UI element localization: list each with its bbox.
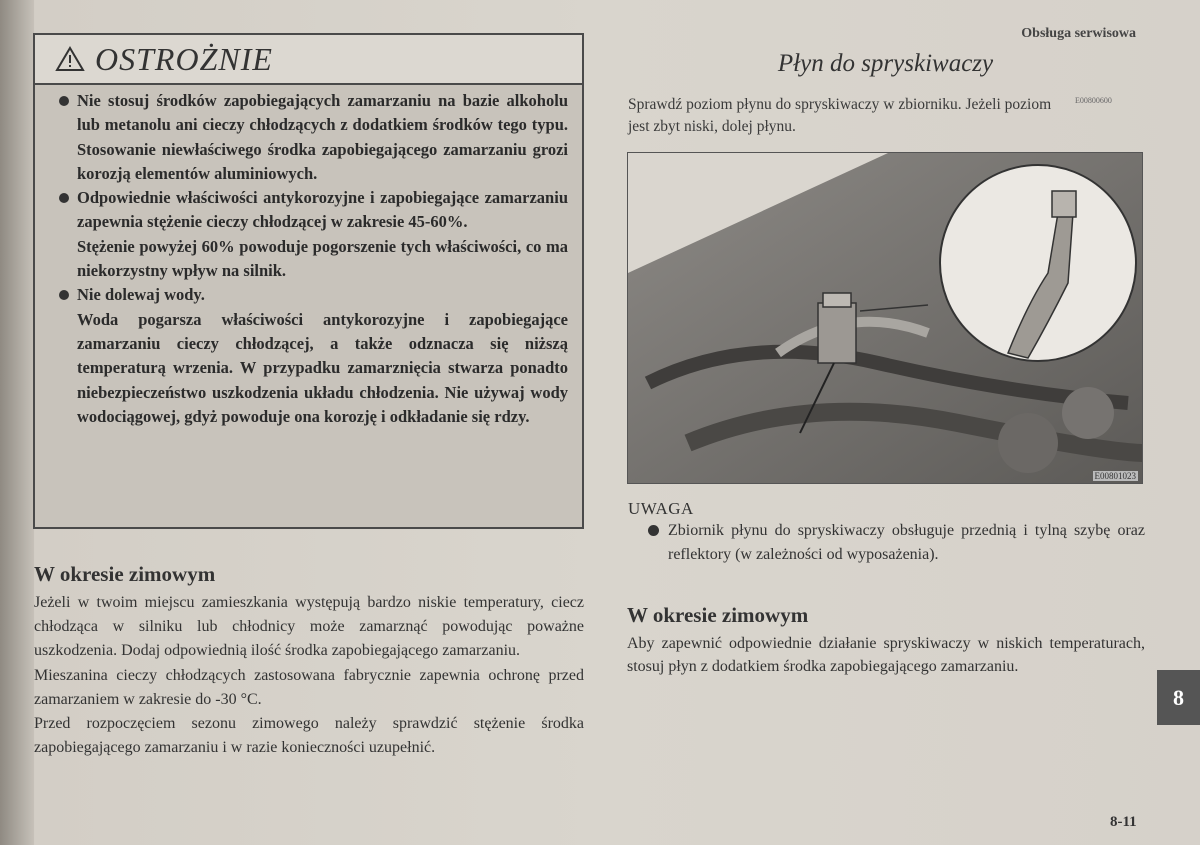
caution-body [35, 85, 582, 429]
page-number: 8-11 [1110, 814, 1137, 830]
caution-item-continued: Woda pogarsza właściwości antykorozyjne i zapobiegające zamarzaniu cieczy chłodzącej, a także odznacza się niższą temperaturą wrzenia. W przypadku zamarznięcia stwarza ponadto niebezpieczeństwo uszkodzenia układu chłodzenia. Nie używaj wody wodociągowej, gdyż powoduje ona korozję i odkładanie się rdzy. [77, 309, 568, 426]
note-label: UWAGA [628, 499, 694, 518]
caution-item: Nie dolewaj wody. [55, 283, 568, 307]
running-header: Obsługa serwisowa [1021, 26, 1136, 41]
engine-bay-illustration [627, 152, 1143, 484]
caution-header [35, 35, 582, 85]
section-heading: W okresie zimowym [34, 562, 216, 586]
paragraph: Przed rozpoczęciem sezonu zimowego należy sprawdzić stężenie środka zapobiegającego zamarzaniu i w razie konieczności uzupełnić. [34, 715, 584, 757]
caution-item: Nie stosuj środków zapobiegających zamarzaniu na bazie alkoholu lub metanolu ani cieczy chłodzących z dodatkiem środków tego typu. Stosowanie niewłaściwego środka zapobiegającego zamarzaniu grozi korozją elementów aluminiowych. [55, 89, 568, 186]
paragraph: Jeżeli w twoim miejscu zamieszkania występują bardzo niskie temperatury, ciecz chłodząca w silniku lub chłodnicy może zamarznąć powodując poważne uszkodzenia. Dodaj odpowiednią ilość środka zapobiegającego zamarzaniu. [34, 594, 584, 660]
note [648, 519, 1145, 566]
reference-code: E00800600 [1075, 96, 1112, 105]
winter-section-left [34, 562, 584, 760]
winter-section-right [627, 603, 1145, 678]
paragraph: Aby zapewnić odpowiednie działanie spryskiwaczy w niskich temperaturach, stosuj płyn z dodatkiem środka zapobiegającego zamarzaniu. [627, 635, 1145, 675]
caution-item-continued: Stężenie powyżej 60% powoduje pogorszenie tych właściwości, co ma niekorzystny wpływ na silnik. [77, 236, 568, 281]
caution-title: OSTROŻNIE [95, 40, 273, 77]
book-gutter [0, 0, 34, 845]
section-heading: W okresie zimowym [627, 603, 809, 627]
paragraph: Mieszanina cieczy chłodzących zastosowana fabrycznie zapewnia ochronę przed zamarzaniem w zakresie do -30 °C. [34, 666, 584, 708]
engine-bay-drawing [628, 153, 1143, 484]
intro-text: Sprawdź poziom płynu do spryskiwaczy w zbiorniku. Jeżeli poziom jest zbyt niski, dolej płynu. [628, 96, 1052, 135]
caution-box [33, 33, 584, 529]
page-title: Płyn do spryskiwaczy [777, 50, 994, 77]
caution-item: Odpowiednie właściwości antykorozyjne i zapobiegające zamarzaniu zapewnia stężenie cieczy chłodzącej w zakresie 45-60%. [55, 186, 568, 235]
chapter-tab: 8 [1157, 670, 1200, 725]
figure-code: E00801023 [1094, 471, 1136, 481]
warning-triangle-icon [55, 46, 85, 72]
note-item: Zbiornik płynu do spryskiwaczy obsługuje przednią i tylną szybę oraz reflektory (w zależności od wyposażenia). [648, 519, 1145, 566]
